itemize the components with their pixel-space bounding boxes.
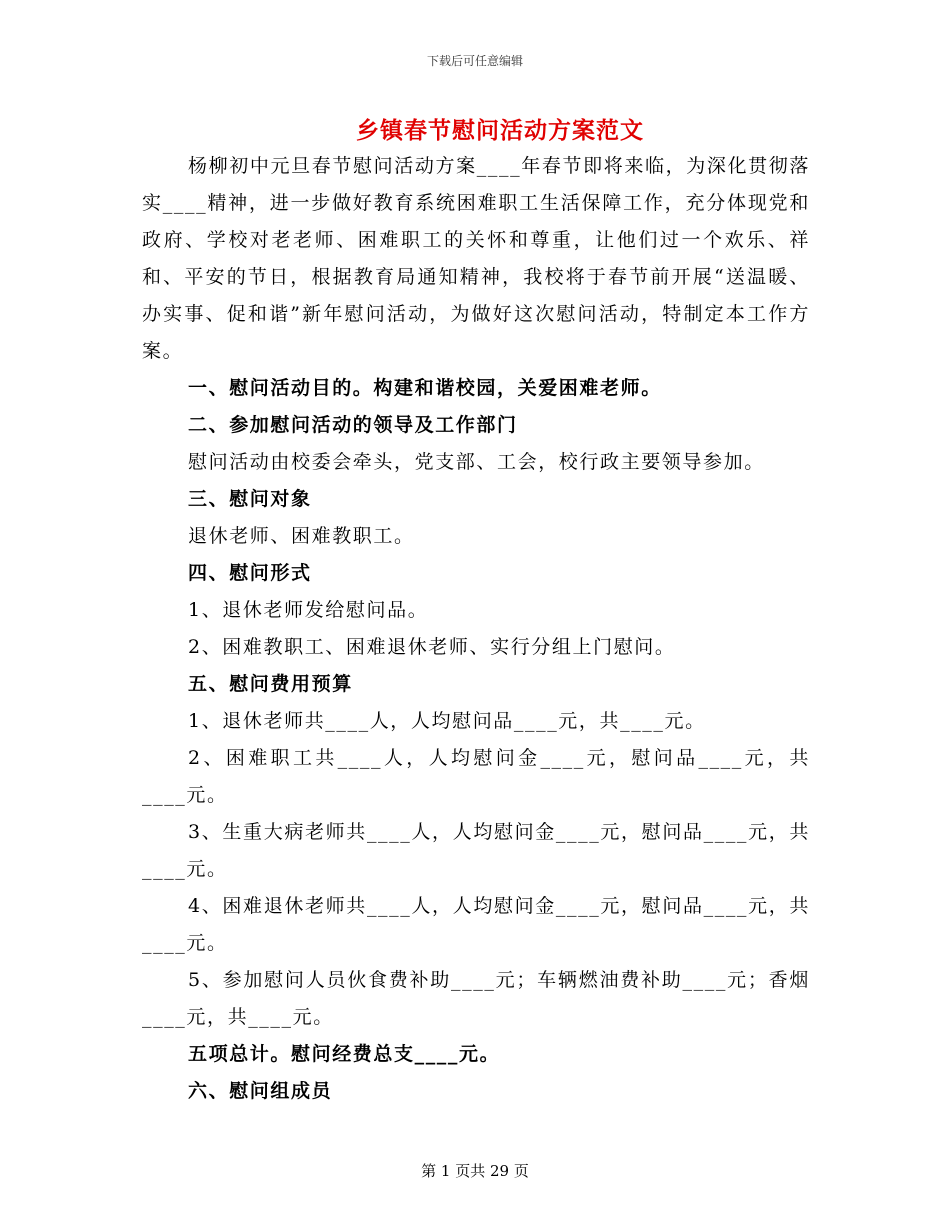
section-4-item-2: 2、困难教职工、困难退休老师、实行分组上门慰问。 [188, 636, 676, 658]
section-2-heading: 二、参加慰问活动的领导及工作部门 [188, 414, 518, 436]
section-5-item-3: 3、生重大病老师共____人，人均慰问金____元，慰问品____元，共____元。 [142, 821, 810, 880]
intro-paragraph: 杨柳初中元旦春节慰问活动方案____年春节即将来临，为深化贯彻落实____精神，进一步做好教育系统困难职工生活保障工作，充分体现党和政府、学校对老老师、困难职工的关怀和尊重，让他们过一个欢乐、祥和、平安的节日，根据教育局通知精神，我校将于春节前开展“送温暖、办实事、促和谐”新年慰问活动，为做好这次慰问活动，特制定本工作方案。 [142, 155, 810, 362]
section-4-item-1: 1、退休老师发给慰问品。 [188, 599, 429, 621]
section-3-heading: 三、慰问对象 [188, 488, 312, 510]
section-5-item-4: 4、困难退休老师共____人，人均慰问金____元，慰问品____元，共____元。 [142, 895, 810, 954]
header-note: 下载后可任意编辑 [426, 54, 523, 68]
section-3-text: 退休老师、困难教职工。 [188, 525, 415, 547]
section-5-item-1: 1、退休老师共____人，人均慰问品____元，共____元。 [188, 710, 706, 732]
section-5-item-2: 2、困难职工共____人，人均慰问金____元，慰问品____元，共____元。 [142, 747, 810, 806]
document-body [142, 148, 810, 1110]
total-line: 五项总计。慰问经费总支____元。 [188, 1043, 501, 1065]
section-4-heading: 四、慰问形式 [188, 562, 312, 584]
section-1-heading: 一、慰问活动目的。构建和谐校园，关爱困难老师。 [188, 377, 662, 399]
section-5-item-5: 5、参加慰问人员伙食费补助____元；车辆燃油费补助____元；香烟____元，共____元。 [142, 969, 810, 1028]
document-title: 乡镇春节慰问活动方案范文 [356, 117, 644, 144]
page-number: 第 1 页共 29 页 [421, 1162, 529, 1180]
section-2-text: 慰问活动由校委会牵头，党支部、工会，校行政主要领导参加。 [188, 451, 765, 473]
section-6-heading: 六、慰问组成员 [188, 1080, 333, 1102]
section-5-heading: 五、慰问费用预算 [188, 673, 353, 695]
